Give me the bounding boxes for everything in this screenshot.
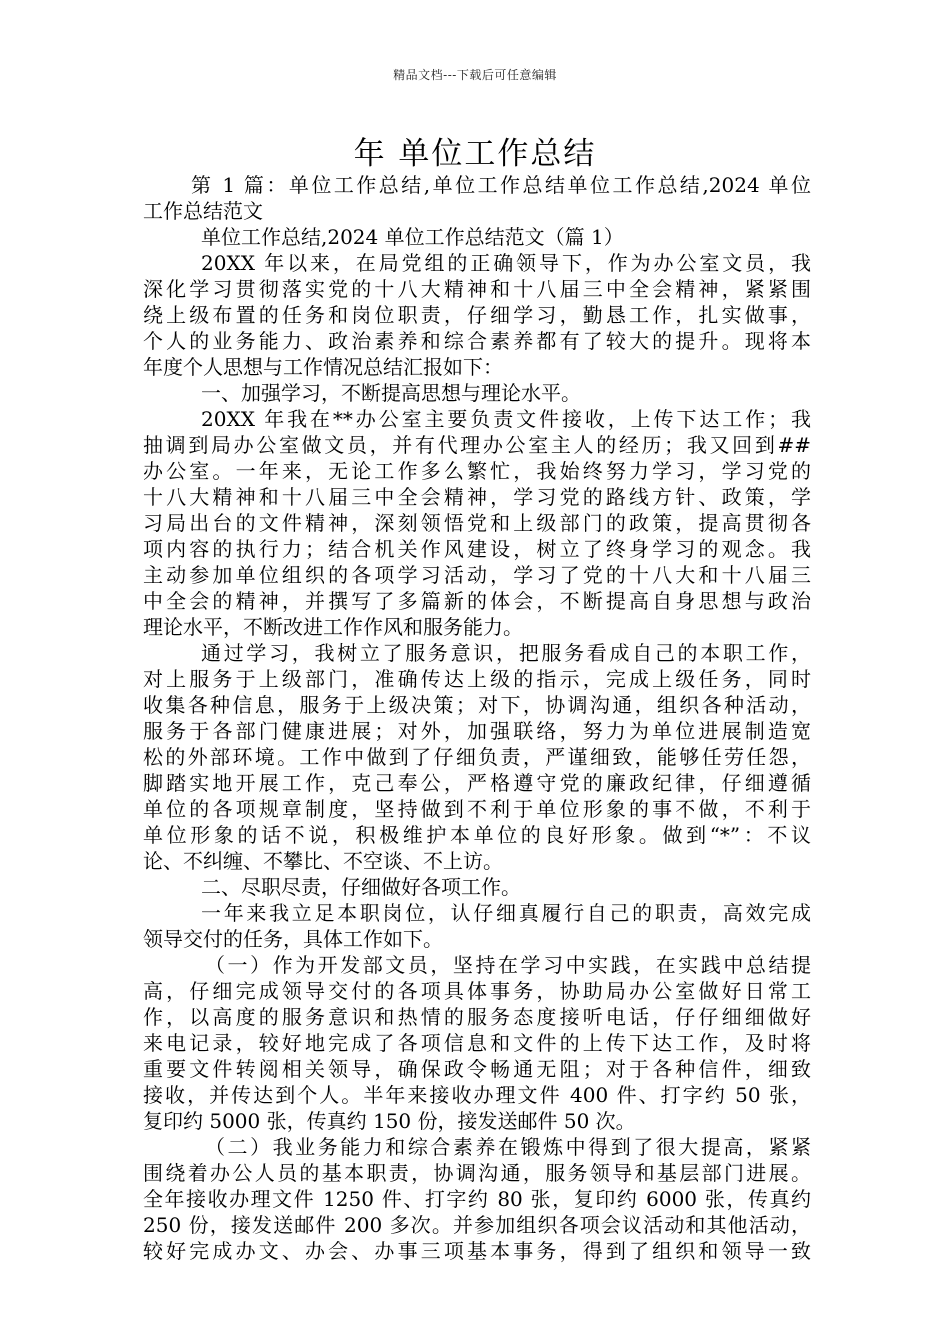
body-line: 办公室。一年来，无论工作多么繁忙，我始终努力学习，学习党的 bbox=[143, 459, 811, 483]
body-line: 松的外部环境。工作中做到了仔细负责，严谨细致，能够任劳任怨， bbox=[143, 745, 811, 769]
body-line: 较好完成办文、办会、办事三项基本事务，得到了组织和领导一致 bbox=[143, 1239, 811, 1263]
body-line: 脚踏实地开展工作，克己奉公，严格遵守党的廉政纪律，仔细遵循 bbox=[143, 771, 811, 795]
body-line: 服务于各部门健康进展；对外，加强联络，努力为单位进展制造宽 bbox=[143, 719, 811, 743]
body-line: 20XX 年我在**办公室主要负责文件接收，上传下达工作；我 bbox=[201, 407, 811, 431]
body-line: 收集各种信息，服务于上级决策；对下，协调沟通，组织各种活动， bbox=[143, 693, 811, 717]
body-line: 作，以高度的服务意识和热情的服务态度接听电话，仔仔细细做好 bbox=[143, 1005, 811, 1029]
body-line: 全年接收办理文件 1250 件、打字约 80 张，复印约 6000 张，传真约 bbox=[143, 1187, 811, 1211]
body-line: 中全会的精神，并撰写了多篇新的体会，不断提高自身思想与政治 bbox=[143, 589, 811, 613]
body-line: 对上服务于上级部门，准确传达上级的指示，完成上级任务，同时 bbox=[143, 667, 811, 691]
body-line: 绕上级布置的任务和岗位职责，仔细学习，勤恳工作，扎实做事， bbox=[143, 303, 811, 327]
body-line: 年度个人思想与工作情况总结汇报如下： bbox=[143, 355, 503, 379]
body-line: 项内容的执行力；结合机关作风建设，树立了终身学习的观念。我 bbox=[143, 537, 811, 561]
body-line: 个人的业务能力、政治素养和综合素养都有了较大的提升。现将本 bbox=[143, 329, 811, 353]
body-line: 单位工作总结,2024 单位工作总结范文（篇 1） bbox=[201, 225, 624, 249]
body-line: 围绕着办公人员的基本职责，协调沟通，服务领导和基层部门进展。 bbox=[143, 1161, 811, 1185]
body-line: 通过学习，我树立了服务意识，把服务看成自己的本职工作， bbox=[201, 641, 811, 665]
body-line: 一年来我立足本职岗位，认仔细真履行自己的职责，高效完成 bbox=[201, 901, 811, 925]
body-line: 单位的各项规章制度，坚持做到不利于单位形象的事不做，不利于 bbox=[143, 797, 811, 821]
section-heading: 一、加强学习，不断提高思想与理论水平。 bbox=[201, 381, 581, 405]
body-line: 250 份，接发送邮件 200 多次。并参加组织各项会议活动和其他活动， bbox=[143, 1213, 811, 1237]
document-title: 年 单位工作总结 bbox=[353, 136, 597, 172]
body-line: 理论水平，不断改进工作作风和服务能力。 bbox=[143, 615, 523, 639]
body-line: 接收，并传达到个人。半年来接收办理文件 400 件、打字约 50 张， bbox=[143, 1083, 811, 1107]
header-note: 精品文档---下载后可任意编辑 bbox=[393, 68, 557, 82]
body-line: 复印约 5000 张，传真约 150 份，接发送邮件 50 次。 bbox=[143, 1109, 636, 1133]
body-line: 工作总结范文 bbox=[143, 199, 263, 223]
body-line: 重要文件转阅相关领导，确保政令畅通无阻；对于各种信件，细致 bbox=[143, 1057, 811, 1081]
body-line: 主动参加单位组织的各项学习活动，学习了党的十八大和十八届三 bbox=[143, 563, 811, 587]
body-line: 领导交付的任务，具体工作如下。 bbox=[143, 927, 443, 951]
body-line: 20XX 年以来，在局党组的正确领导下，作为办公室文员，我 bbox=[201, 251, 811, 275]
body-line: 第 1 篇：单位工作总结,单位工作总结单位工作总结,2024 单位 bbox=[191, 173, 811, 197]
body-line: 习局出台的文件精神，深刻领悟党和上级部门的政策，提高贯彻各 bbox=[143, 511, 811, 535]
body-line: 来电记录，较好地完成了各项信息和文件的上传下达工作，及时将 bbox=[143, 1031, 811, 1055]
document-body bbox=[143, 172, 811, 1264]
body-line: （二）我业务能力和综合素养在锻炼中得到了很大提高，紧紧 bbox=[205, 1135, 811, 1159]
section-heading: 二、尽职尽责，仔细做好各项工作。 bbox=[201, 875, 521, 899]
body-line: 单位形象的话不说，积极维护本单位的良好形象。做到“*”：不议 bbox=[143, 823, 811, 847]
body-line: 深化学习贯彻落实党的十八大精神和十八届三中全会精神，紧紧围 bbox=[143, 277, 811, 301]
body-line: 高，仔细完成领导交付的各项具体事务，协助局办公室做好日常工 bbox=[143, 979, 811, 1003]
body-line: 抽调到局办公室做文员，并有代理办公室主人的经历；我又回到## bbox=[143, 433, 811, 457]
body-line: 论、不纠缠、不攀比、不空谈、不上访。 bbox=[143, 849, 503, 873]
body-line: （一）作为开发部文员，坚持在学习中实践，在实践中总结提 bbox=[205, 953, 811, 977]
body-line: 十八大精神和十八届三中全会精神，学习党的路线方针、政策，学 bbox=[143, 485, 811, 509]
